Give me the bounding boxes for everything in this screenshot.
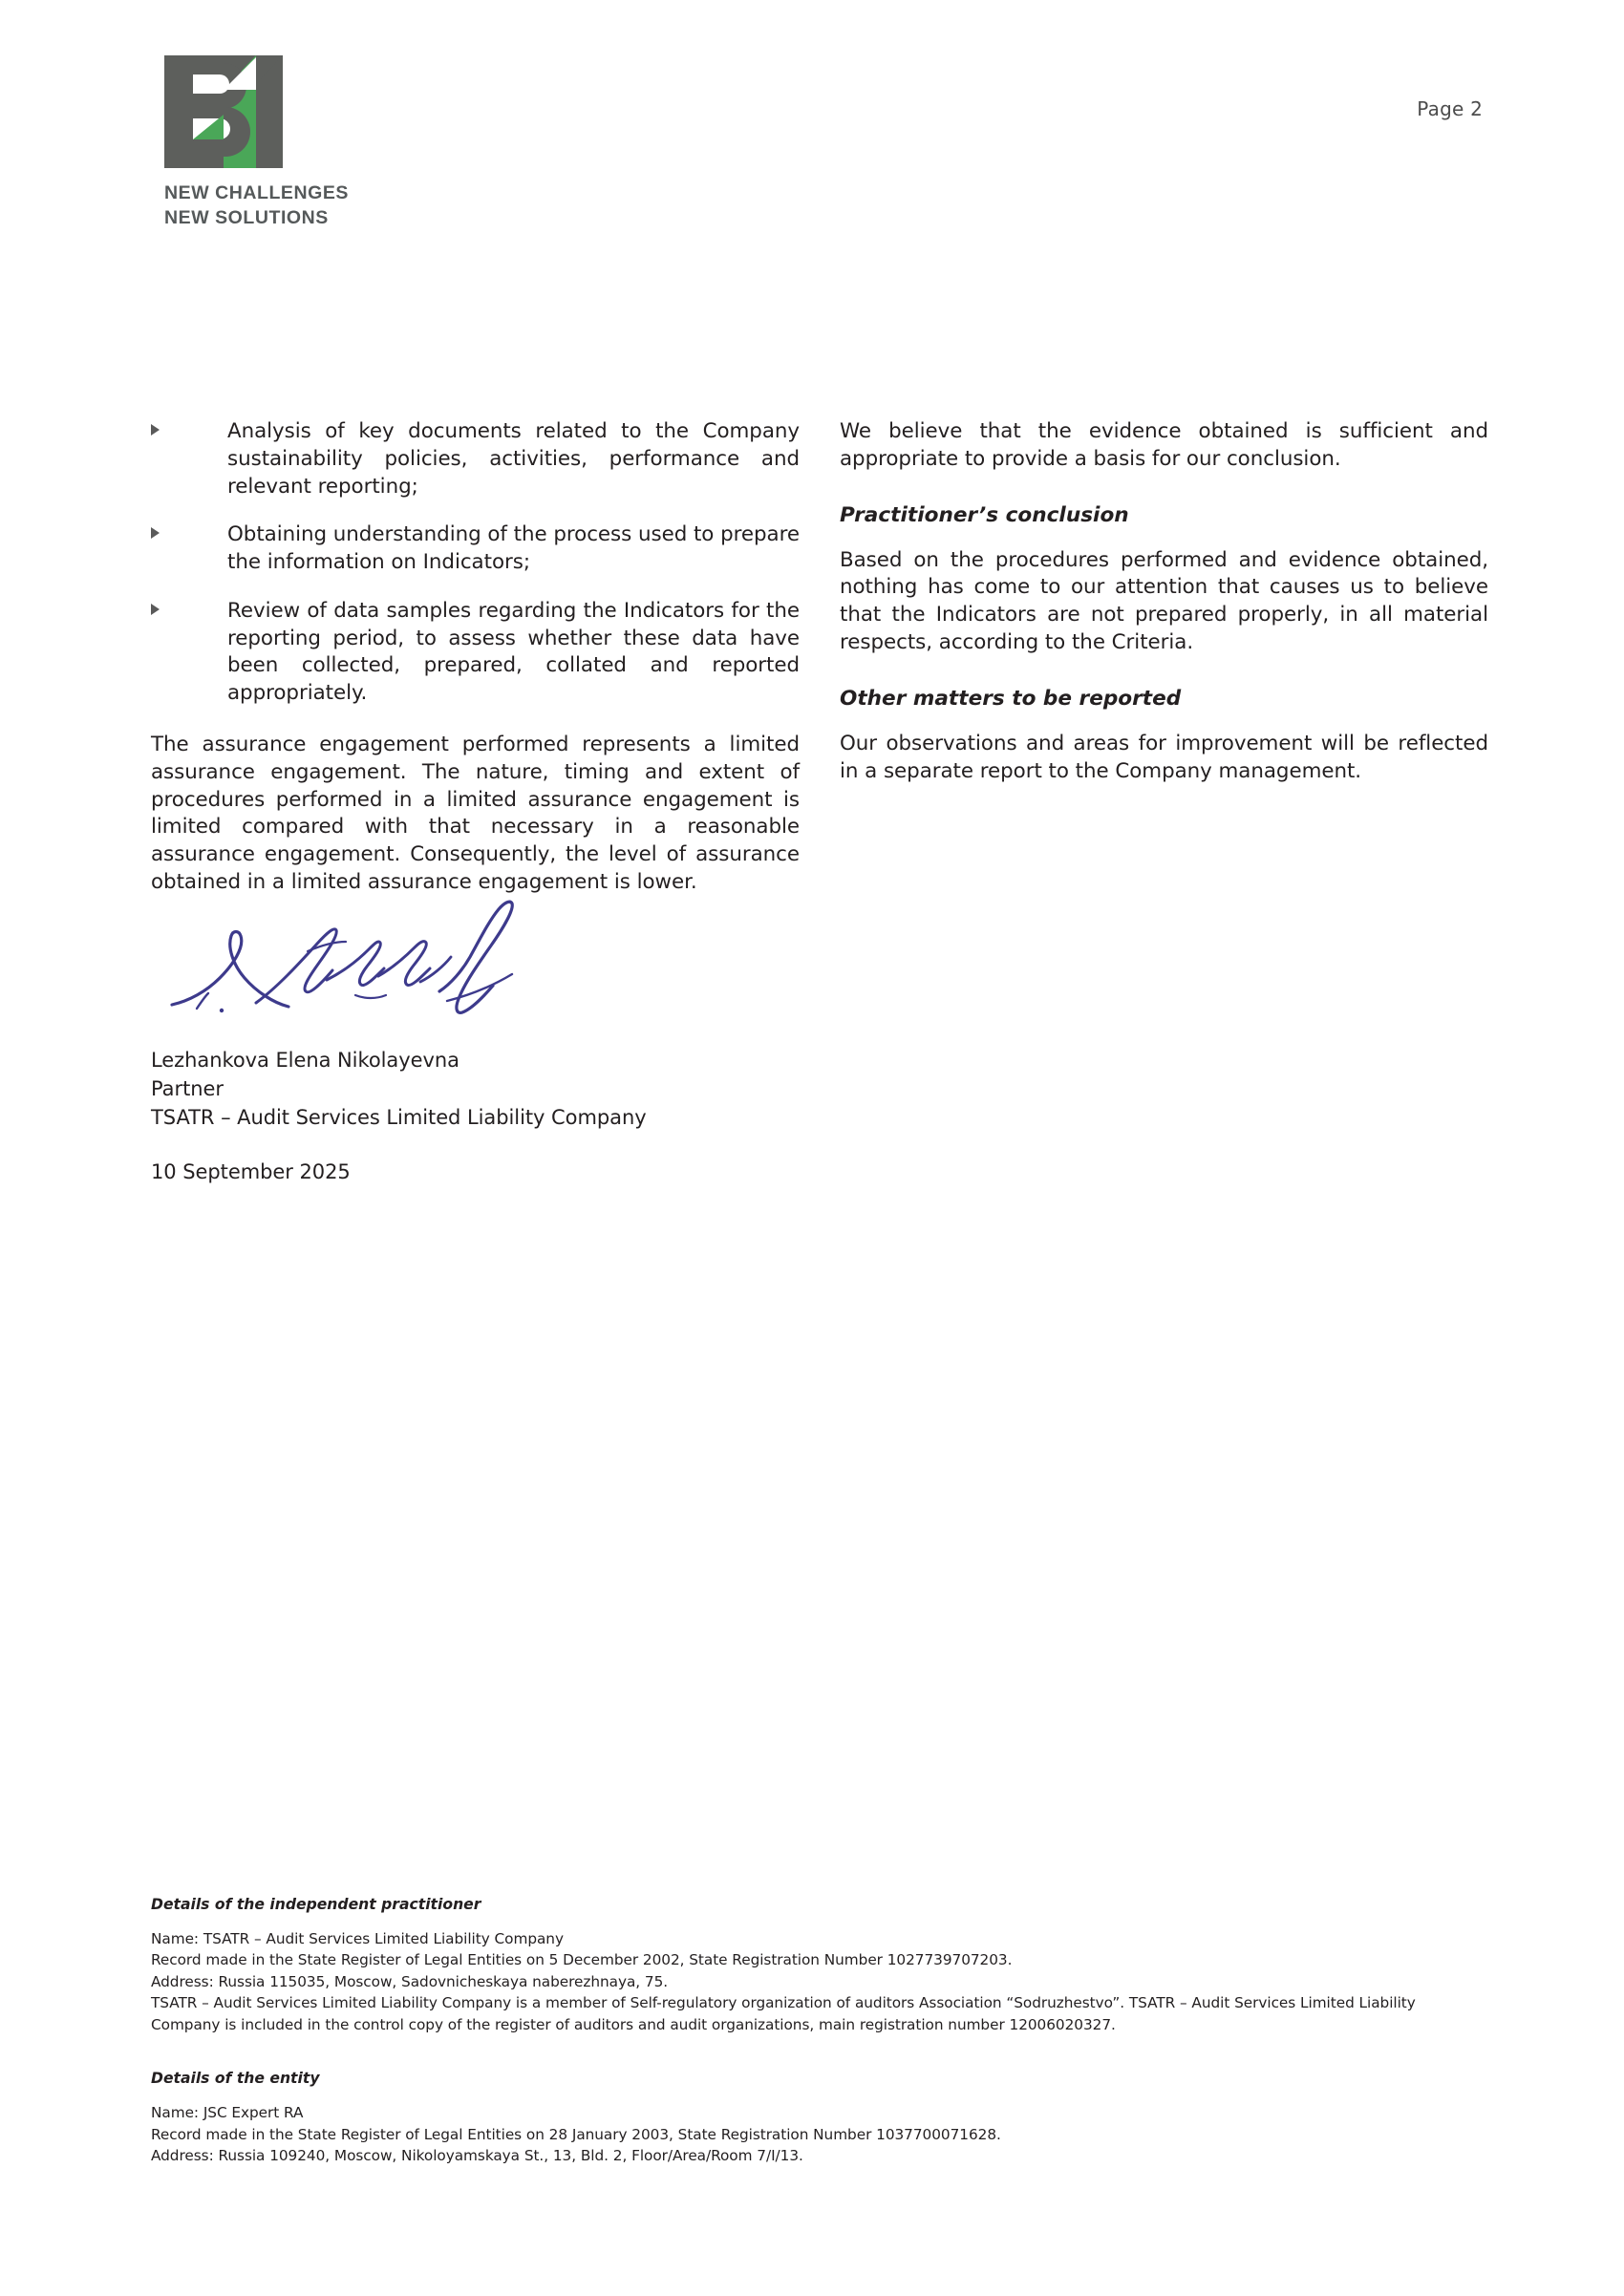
other-matters-heading: Other matters to be reported — [840, 686, 1182, 711]
right-column — [840, 418, 1488, 897]
list-item — [151, 521, 800, 577]
list-item — [151, 598, 800, 708]
brand-logo-block — [164, 55, 349, 231]
page-footer — [151, 1896, 1488, 2167]
b1-logo-icon — [164, 55, 283, 168]
other-matters-paragraph: Our observations and areas for improvement will be reflected in a separate report to the Company management. — [840, 731, 1488, 783]
list-item-text: Review of data samples regarding the Indicators for the reporting period, to assess whether these data have been collected, prepared, collated and reported appropriately. — [227, 598, 800, 706]
practitioner-details-heading: Details of the independent practitioner — [151, 1896, 481, 1913]
left-column — [151, 418, 800, 897]
page-number: Page 2 — [1417, 97, 1483, 120]
list-item-text: Analysis of key documents related to the Company sustainability policies, activities, performance and relevant reporting; — [227, 419, 800, 499]
footer-spacer — [151, 2035, 1488, 2070]
triangle-bullet-icon — [151, 527, 160, 539]
signature-date: 10 September 2025 — [151, 1160, 351, 1184]
list-item — [151, 418, 800, 500]
evidence-paragraph: We believe that the evidence obtained is sufficient and appropriate to provide a basis for our conclusion. — [840, 419, 1488, 471]
signature-area — [151, 888, 877, 1183]
practitioner-details-text: Name: TSATR – Audit Services Limited Liability Company Record made in the State Register of Legal Entities on 5 December 2002, State Registration Number 1027739707203. Address: Russia 115035, Moscow, Sadovnicheskaya naberezhnaya, 75. TSATR – Audit Services Limited Liability Company is a member of Self-regulatory organization of auditors Association “Sodruzhestvo”. TSATR – Audit Services Limited Liability Company is included in the control copy of the register of auditors and audit organizations, main registration number 12006020327. — [151, 1930, 1416, 2033]
triangle-bullet-icon — [151, 424, 160, 436]
signer-details: Lezhankova Elena Nikolayevna Partner TSATR – Audit Services Limited Liability Company — [151, 1049, 647, 1129]
limited-assurance-paragraph: The assurance engagement performed represents a limited assurance engagement. The nature, timing and extent of procedures performed in a limited assurance engagement is limited compared with that necessary in a reasonable assurance engagement. Consequently, the level of assurance obtained in a limited assurance engagement is lower. — [151, 733, 800, 894]
entity-details-text: Name: JSC Expert RA Record made in the State Register of Legal Entities on 28 January 2003, State Registration Number 1037700071628. Address: Russia 109240, Moscow, Nikoloyamskaya St., 13, Bld. 2, Floor/Area/Room 7/I/13. — [151, 2104, 1001, 2165]
brand-tagline: NEW CHALLENGES NEW SOLUTIONS — [164, 182, 349, 228]
list-item-text: Obtaining understanding of the process used to prepare the information on Indicators; — [227, 522, 800, 575]
procedures-bullet-list — [151, 418, 800, 708]
entity-details-heading: Details of the entity — [151, 2070, 320, 2088]
body-columns — [151, 418, 1488, 897]
practitioners-conclusion-heading: Practitioner’s conclusion — [840, 502, 1129, 527]
triangle-bullet-icon — [151, 604, 160, 615]
handwritten-signature-image — [164, 888, 546, 1022]
page-header — [0, 55, 1624, 237]
practitioners-conclusion-paragraph: Based on the procedures performed and evidence obtained, nothing has come to our attention that causes us to believe that the Indicators are not prepared properly, in all material respects, according to the Criteria. — [840, 547, 1488, 654]
